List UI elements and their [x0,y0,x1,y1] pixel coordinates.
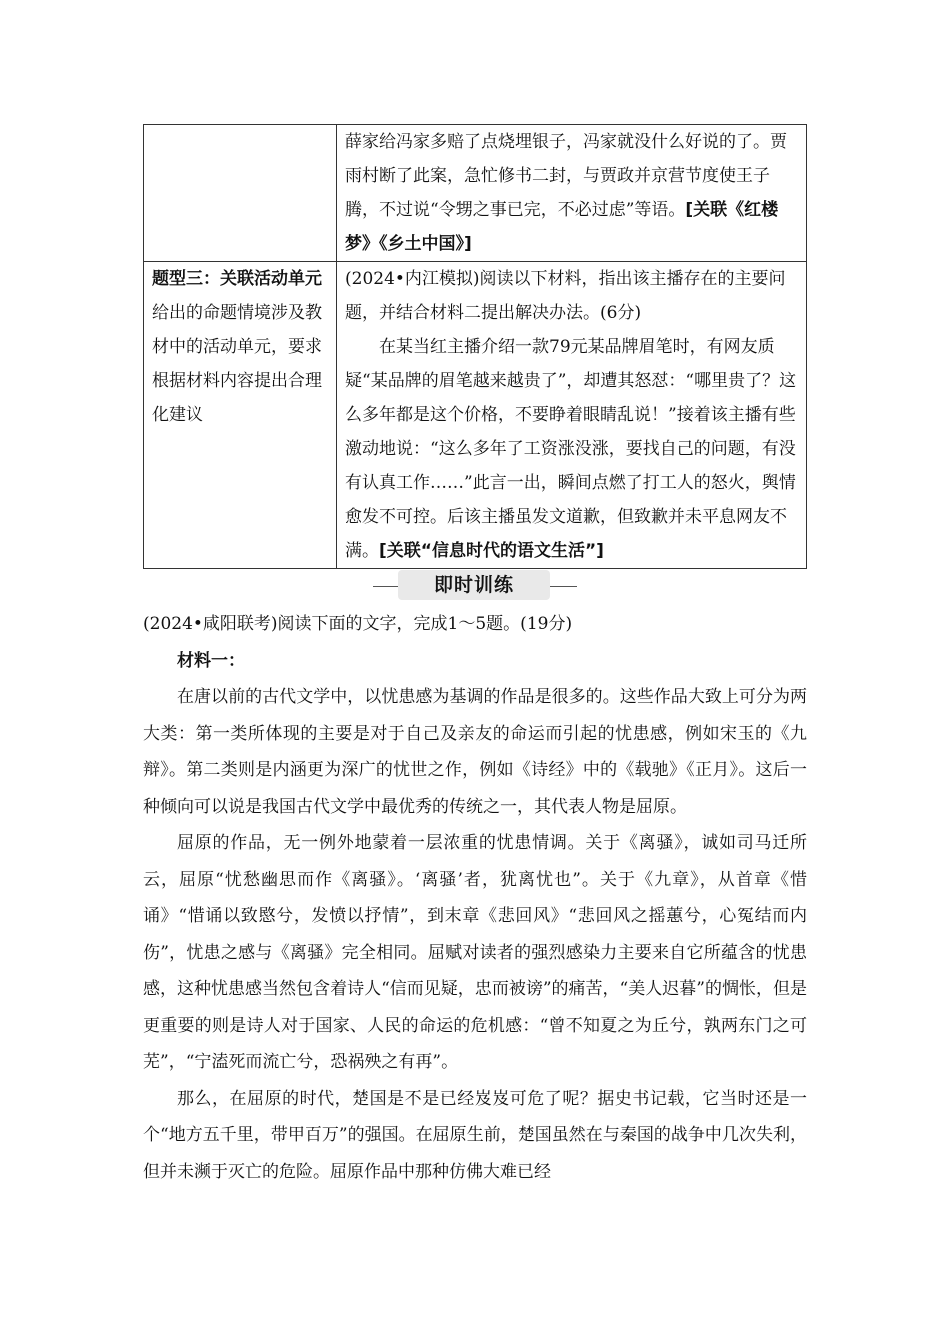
table-row [144,262,807,569]
row2-type-title: 题型三：关联活动单元 [152,269,322,289]
row2-type-description: 给出的命题情境涉及教材中的活动单元，要求根据材料内容提出合理化建议 [152,303,322,425]
table-row [144,125,807,262]
row2-right-cell [337,262,807,569]
row2-left-cell [144,262,337,569]
page [143,124,807,1190]
row2-question: (2024•内江模拟)阅读以下材料，指出该主播存在的主要问题，并结合材料二提出解决办法。(6分) [345,269,786,323]
paragraph-1: 在唐以前的古代文学中，以忧患感为基调的作品是很多的。这些作品大致上可分为两大类：第一类所体现的主要是对于自己及亲友的命运而引起的忧患感，例如宋玉的《九辩》。第二类则是内涵更为深广的忧世之作，例如《诗经》中的《载驰》《正月》。这后一种倾向可以说是我国古代文学中最优秀的传统之一，其代表人物是屈原。 [143,687,807,817]
row2-material-text: 在某当红主播介绍一款79元某品牌眉笔时，有网友质疑“某品牌的眉笔越来越贵了”，却遭其怒怼：“哪里贵了？这么多年都是这个价格，不要睁着眼睛乱说！”接着该主播有些激动地说：“这么多年了工资涨没涨，要找自己的问题，有没有认真工作……”此言一出，瞬间点燃了打工人的怒火，舆情愈发不可控。后该主播虽发文道歉，但致歉并未平息网友不满。 [345,337,797,561]
paragraph-3: 那么，在屈原的时代，楚国是不是已经岌岌可危了呢？据史书记载，它当时还是一个“地方五千里，带甲百万”的强国。在屈原生前，楚国虽然在与秦国的战争中几次失利，但并未濒于灭亡的危险。屈原作品中那种仿佛大难已经 [143,1088,807,1182]
material-label: 材料一： [177,650,245,671]
paragraph-2: 屈原的作品，无一例外地蒙着一层浓重的忧患情调。关于《离骚》，诚如司马迁所云，屈原“忧愁幽思而作《离骚》。‘离骚’者，犹离忧也”。关于《九章》，从首章《惜诵》“惜诵以致愍兮，发愤以抒情”，到末章《悲回风》“悲回风之摇蕙兮，心冤结而内伤”，忧患之感与《离骚》完全相同。屈赋对读者的强烈感染力主要来自它所蕴含的忧患感，这种忧患感当然包含着诗人“信而见疑，忠而被谤”的痛苦，“美人迟暮”的惆怅，但是更重要的则是诗人对于国家、人民的命运的危机感：“曾不知夏之为丘兮，孰两东门之可芜”，“宁溘死而流亡兮，恐祸殃之有再”。 [143,833,807,1072]
row1-left-cell [144,125,337,262]
exercise-intro: (2024•咸阳联考)阅读下面的文字，完成1～5题。(19分) [143,614,573,634]
row1-related-tag: [关联《红楼梦》《乡土中国》] [345,200,779,254]
banner-title: 即时训练 [398,570,550,600]
row2-related-tag: [关联“信息时代的语文生活”] [379,541,604,561]
row1-right-cell [337,125,807,262]
section-banner [143,568,807,606]
row2-material [345,330,798,568]
question-type-table [143,124,807,569]
row1-right-text: 薛家给冯家多赔了点烧埋银子，冯家就没什么好说的了。贾雨村断了此案，急忙修书二封，与贾政并京营节度使王子腾，不过说“令甥之事已完，不必过虑”等语。 [345,132,787,220]
